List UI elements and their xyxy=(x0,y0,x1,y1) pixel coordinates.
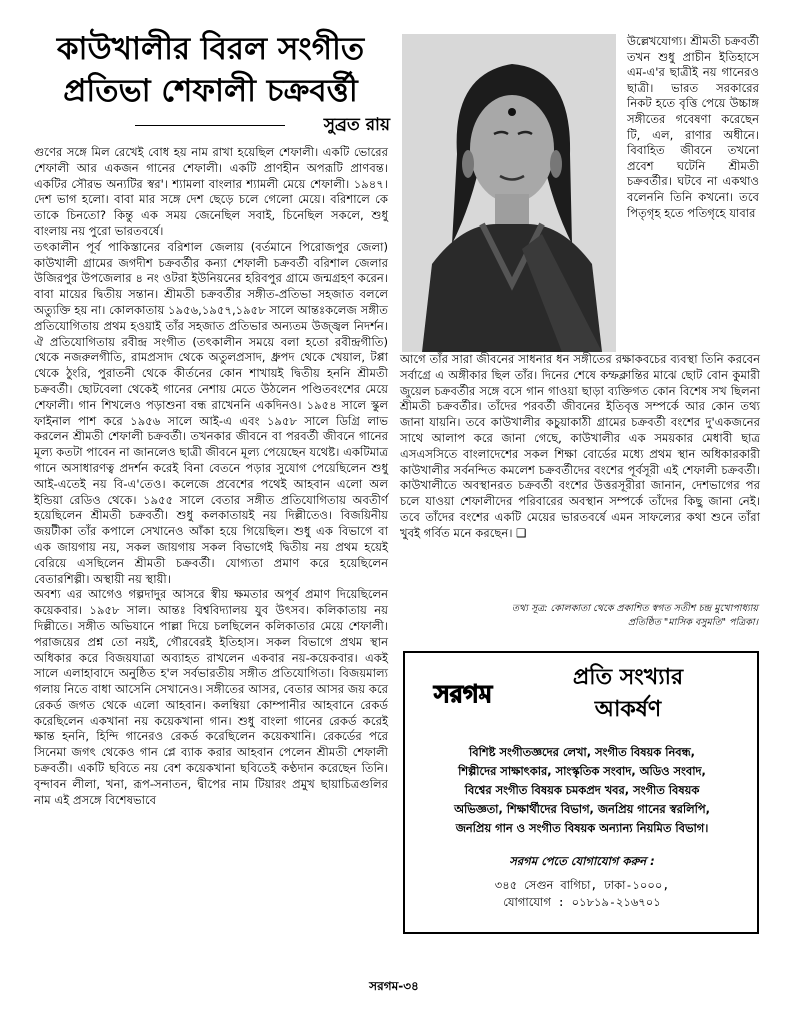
wide-paragraph: আগে তাঁর সারা জীবনের সাধনার ধন সঙ্গীতের রক্ষাকবচের ব্যবস্থা তিনি করবেন সর্বাগ্রে এ অঙ্গীকার ছিল তাঁর। দিনের শেষে কম্ফক্লান্তির মাঝে ছোট বোন কুমারী জুয়েল চক্রবর্তীর সঙ্গে বসে গান গাওয়া ছাড়া ব্যক্তিগত কোন বিশেষ সখ ছিলনা শ্রীমতী চক্রবর্তীর। তাঁদের পরবর্তী জীবনের ইতিবৃত্ত সম্পর্কে আর কোন তথ্য জানা যায়নি। তবে কাউখালীর কচুয়াকাঠী গ্রামের চক্রবর্তী বংশের দু'একজনের সাথে আলাপ করে জানা গেছে, কাউখালীর এক সময়কার মেধাবী ছাত্র এসএসসিতে বাংলাদেশের সকল শিক্ষা বোর্ডের মধ্যে প্রথম স্থান অধিকারকারী কাউখালীর সর্বনন্দিত কমলেশ চক্রবর্তীদের বংশের পূর্বসূরী এই শেফালী চক্রবর্তী। কাউখালীতে অবস্থানরত চক্রবর্তী বংশের উত্তরসূরীরা জানান, দেশভাগের পর চলে যাওয়া শেফালীদের পরিবারের অবস্থান সম্পর্কে তাঁদের কিছু জানা নেই। তবে তাঁদের বংশের একটি মেয়ের ভারতবর্ষে এমন সাফল্যের কথা শুনে তাঁরা খুবই গর্বিত মনে করছেন। xyxy=(400,352,760,540)
title-line-2: প্রতিভা শেফালী চক্রবর্ত্তী xyxy=(63,73,358,109)
ad-contact: যোগাযোগ : ০১৮১৯-২১৬৭০১ xyxy=(503,895,661,909)
page-number: সরগম-৩৪ xyxy=(369,979,419,993)
ad-body-line: বিশিষ্ট সংগীতজ্ঞদের লেখা, সংগীত বিষয়ক নিবন্ধ, xyxy=(469,745,695,759)
portrait-illustration xyxy=(402,34,616,352)
left-column xyxy=(34,145,388,808)
paragraph: অবশ্য এর আগেও গল্পদাদুর আসরে স্বীয় ক্ষমতার অপূর্ব প্রমাণ দিয়েছিলেন কয়েকবার। ১৯৫৮ সাল। আন্তঃ বিশ্ববিদ্যালয় যুব উৎসব। কলিকাতায় নয় দিল্লীতে। সঙ্গীত অভিযানে পাল্লা দিয়ে চলছিলেন কলিকাতার মেয়ে শেফালী। পরাজয়ের প্রশ্ন তো নয়ই, গৌরবেরই ইতিহাস। সকল বিভাগে প্রথম স্থান অধিকার করে বিজয়যাত্রা অব্যাহত রাখলেন একবার নয়-কয়েকবার। একই সালে এলাহাবাদে অনুষ্ঠিত হ'ল সর্বভারতীয় সঙ্গীত প্রতিযোগিতা। বিজয়মাল্য গলায় নিতে বাধা আসেনি সেখানেও। সঙ্গীতের আসর, বেতার আসর জয় করে রেকর্ড জগত থেকে এলো আহবান। কলম্বিয়া কোম্পানীর আহবানে রেকর্ড করেছিলেন একখানা নয় কয়েকখানা গান। শুধু বাংলা গানের রেকর্ড করেই ক্ষান্ত হননি, হিন্দি গানেরও রেকর্ড করেছিলেন কয়েকখানি। রেকর্ডের পরে সিনেমা জগৎ থেকেও গান প্লে ব্যাক করার আহবান পেলেন শ্রীমতী শেফালী চক্রবর্তী। একটি ছবিতে নয় বেশ কয়েকখানা ছবিতেই কণ্ঠদান করেছেন তিনি। বৃন্দাবন লীলা, খনা, রূপ-সনাতন, দ্বীপের নাম টিয়ারং প্রমুখ ছায়াচিত্রগুলির নাম এই প্রসঙ্গে বিশেষভাবে xyxy=(34,587,388,807)
wide-column xyxy=(400,352,760,542)
source-line-1: তথ্য সূত্র: কোলকাতা থেকে প্রকাশিত স্বগত সতীশ চন্দ্র মুখোপাধ্যায় xyxy=(511,603,758,614)
right-narrow-column: উল্লেখযোগ্য। শ্রীমতী চক্রবর্তী তখন শুধু প্রাচীন ইতিহাসে এম-এ'র ছাত্রীই নয় গানেরও ছাত্রী। ভারত সরকারের নিকট হতে বৃত্তি পেয়ে উচ্চাঙ্গ সঙ্গীতের গবেষণা করেছেন টি, এল, রাণার অধীনে। বিবাহিত জীবনে তখনো প্রবেশ ঘটেনি শ্রীমতী চক্রবর্তীর। ঘটবে না একথাও বলেননি তিনি কখনো। তবে পিতৃগৃহ হতে পতিগৃহে যাবার xyxy=(627,34,759,220)
ad-body-line: বিশ্বের সংগীত বিষয়ক চমকপ্রদ খবর, সংগীত বিষয়ক xyxy=(464,783,700,797)
source-line-2: প্রতিষ্ঠিত "মাসিক বসুমতি" পত্রিকা। xyxy=(627,617,758,628)
source-note xyxy=(440,602,758,630)
ad-body-line: জনপ্রিয় গান ও সংগীত বিষয়ক অন্যান্য নিয়মিত বিভাগ। xyxy=(455,821,709,835)
ad-body xyxy=(413,743,751,838)
byline xyxy=(135,116,390,134)
subscription-ad xyxy=(403,651,759,934)
byline-rule xyxy=(135,125,285,126)
ad-body-line: অভিজ্ঞতা, শিক্ষার্থীদের বিভাগ, জনপ্রিয় গানের স্বরলিপি, xyxy=(454,802,710,816)
ad-heading-line-2: আকর্ষণ xyxy=(594,696,662,722)
portrait-photo xyxy=(402,34,616,352)
ad-body-line: শিল্পীদের সাক্ষাৎকার, সাংস্কৃতিক সংবাদ, অডিও সংবাদ, xyxy=(458,764,706,778)
sargam-logo xyxy=(419,677,507,711)
svg-text:সরগম: সরগম xyxy=(433,679,493,708)
author-name: সুব্রত রায় xyxy=(323,115,390,135)
article-title xyxy=(38,28,383,112)
paragraph: তৎকালীন পূর্ব পাকিস্তানের বরিশাল জেলায় (বর্তমানে পিরোজপুর জেলা) কাউখালী গ্রামের জগদীশ চক্রবর্তীর কন্যা শেফালী চক্রবর্তী বরিশাল জেলার উজিরপুর উপজেলার ৪ নং ওটরা ইউনিয়নের হরিবপুর গ্রামে জন্মগ্রহণ করেন। বাবা মায়ের দ্বিতীয় সন্তান। শ্রীমতী চক্রবর্তীর সঙ্গীত-প্রতিভা সহজাত বললে অত্যুক্তি হয় না। কোলকাতায় ১৯৫৬,১৯৫৭,১৯৫৮ সালে আন্তঃকলেজ সঙ্গীত প্রতিযোগিতায় প্রথম হওয়াই তাঁর সহজাত প্রতিভার অন্যতম উজ্জ্বল নিদর্শন। ঐ প্রতিযোগিতায় রবীন্দ্র সংগীত (তৎকালীন সময়ে বলা হতো রবীন্দ্রগীতি) থেকে নজরুলগীতি, রামপ্রসাদ থেকে অতুলপ্রসাদ, ধ্রুপদ থেকে খেয়াল, টপ্পা থেকে ঠুংরি, পুরাতনী থেকে কীর্তনের কোন শাখায়ই দ্বিতীয় হননি শ্রীমতী চক্রবর্তী। ছোটবেলা থেকেই গানের নেশায় মেতে উঠলেন পণ্ডিতবংশের মেয়ে শেফালী। গান শিখলেও পড়াশুনা বন্ধ রাখেননি একদিনও। ১৯৫৪ সালে স্কুল ফাইনাল পাশ করে ১৯৫৬ সালে আই-এ এবং ১৯৫৮ সালে ডিগ্রি লাভ করলেন শ্রীমতী শেফালী চক্রবর্তী। তখনকার জীবনে বা পরবর্তী জীবনে গানের মূল্য কতটা পাবেন না জানলেও ছাত্রী জীবনে মূল্য পেয়েছেন যথেষ্ট। একটিমাত্র গানে অসাধারণত্ব প্রদর্শন করেই বিনা বেতনে পড়ার সুযোগ পেয়েছিলেন শুধু আই-এতেই নয় বি-এ'তেও। কলেজে প্রবেশের পথেই আহবান এলো অল ইন্ডিয়া রেডিও থেকে। ১৯৫৫ সালে বেতার সঙ্গীত প্রতিযোগিতায় অবতীর্ণ হয়েছিলেন শ্রীমতী চক্রবর্তী। শুধু কলকাতায়ই নয় দিল্লীতেও। বিজয়িনীয় জয়টীকা তাঁর কপালে সেখানেও আঁকা হয়ে গিয়েছিল। শুধু এক বিভাগে বা এক জায়গায় নয়, সকল জায়গায় সকল বিভাগেই দ্বিতীয় নয় প্রথম হয়েই বেরিয়ে এসছিলেন শ্রীমতী চক্রবর্তী। যোগ্যতা প্রমাণ করে হয়েছিলেন বেতারশিল্পী। অস্থায়ী নয় স্থায়ী। xyxy=(34,239,388,586)
ad-address: ৩৪৫ সেগুন বাগিচা, ঢাকা-১০০০, xyxy=(494,878,670,892)
ad-heading-line-1: প্রতি সংখ্যার xyxy=(572,664,684,690)
paragraph: গুণের সঙ্গে মিল রেখেই বোধ হয় নাম রাখা হয়েছিল শেফালী। একটি ভোরের শেফালী আর একজন গানের শেফালী। একটি প্রাণহীন অপরূটি প্রাণবন্ত। একটির সৌরভ অন্যটির স্বর'। শ্যামলা বাংলার শ্যামলী মেয়ে শেফালী। ১৯৪৭। দেশ ভাগ হলো। বাবা মার সঙ্গে দেশ ছেড়ে চলে গেলো মেয়ে। বরিশালে কে তাকে চিনতো? কিন্তু এক সময় জেনেছিল সবাই, চিনেছিল সকলে, শুধু বাংলায় নয় পুরো ভারতবর্ষে। xyxy=(34,145,388,238)
ad-call-to-action: সরগম পেতে যোগাযোগ করুন : xyxy=(509,854,655,868)
ad-address-block xyxy=(413,877,751,911)
ad-heading xyxy=(513,661,743,725)
end-mark-icon: ❑ xyxy=(516,525,527,540)
title-line-1: কাউখালীর বিরল সংগীত xyxy=(56,31,365,67)
